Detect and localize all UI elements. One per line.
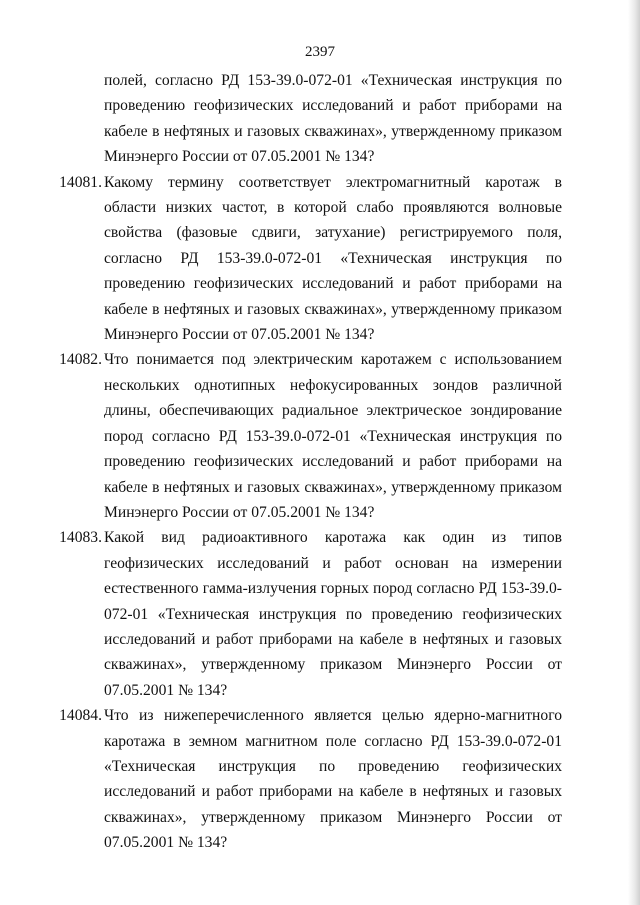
question-number: 14083. [59,529,102,547]
question-text: Что из нижеперечисленного является целью ядерно-магнитного каротажа в земном магнитном поле согласно РД 153-39.0-072-01 «Техническая инструкция по проведению геофизических исследований и работ приборами на кабеле в нефтяных и газовых скважинах», утвержденному приказом Минэнерго России от 07.05.2001 № 134? [104,707,562,852]
question-number: 14082. [59,351,102,369]
question-text: Что понимается под электрическим каротажем с использованием нескольких однотипных нефокусированных зондов различной длины, обеспечивающих радиальное электрическое зондирование пород согласно РД 153-39.0-072-01 «Техническая инструкция по проведению геофизических исследований и работ приборами на кабеле в нефтяных и газовых скважинах», утвержденному приказом Минэнерго России от 07.05.2001 № 134? [104,351,562,521]
scan-edge-shadow [628,0,640,905]
question-item [59,525,562,703]
page-number: 2397 [305,44,335,60]
document-body [59,68,562,856]
question-number: 14084. [59,707,102,725]
question-item [59,170,562,348]
question-number: 14081. [59,173,102,191]
intro-paragraph: полей, согласно РД 153-39.0-072-01 «Техническая инструкция по проведению геофизических исследований и работ приборами на кабеле в нефтяных и газовых скважинах», утвержденному приказом Минэнерго России от 07.05.2001 № 134? [104,72,562,166]
question-item [59,347,562,525]
question-item [59,703,562,855]
question-text: Какой вид радиоактивного каротажа как один из типов геофизических исследований и работ основан на измерении естественного гамма-излучения горных пород согласно РД 153-39.0-072-01 «Техническая инструкция по проведению геофизических исследований и работ приборами на кабеле в нефтяных и газовых скважинах», утвержденному приказом Минэнерго России от 07.05.2001 № 134? [104,529,562,699]
question-text: Какому термину соответствует электромагнитный каротаж в области низких частот, в которой слабо проявляются волновые свойства (фазовые сдвиги, затухание) регистрируемого поля, согласно РД 153-39.0-072-01 «Техническая инструкция по проведению геофизических исследований и работ приборами на кабеле в нефтяных и газовых скважинах», утвержденному приказом Минэнерго России от 07.05.2001 № 134? [104,173,562,344]
